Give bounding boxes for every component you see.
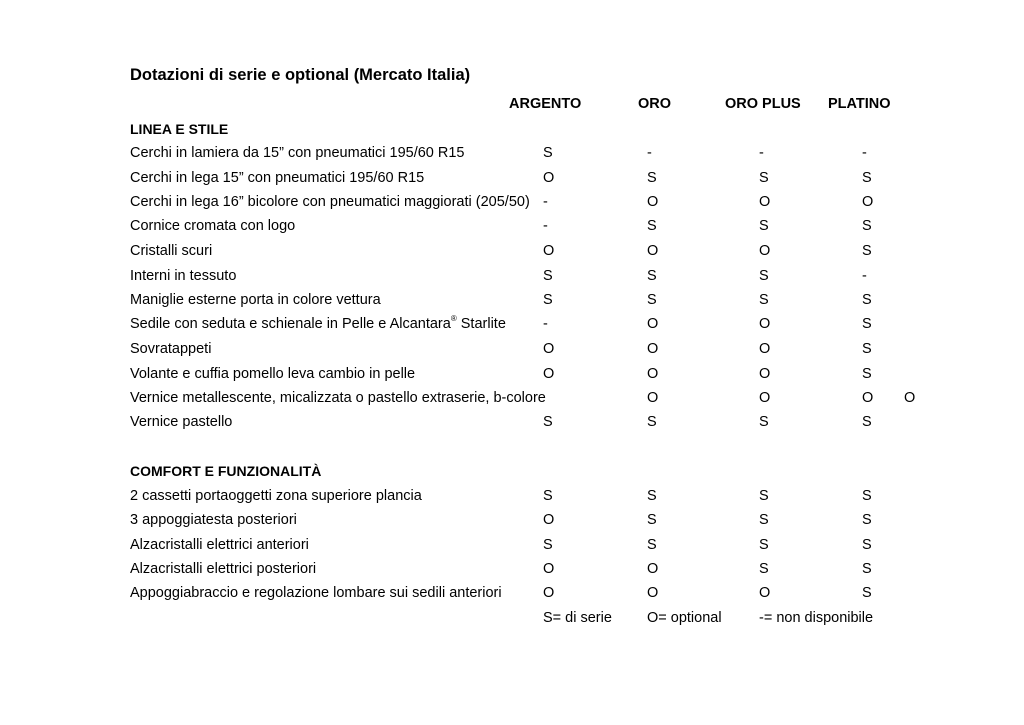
cell-platino: S [862,341,872,357]
column-header-argento: ARGENTO [509,96,582,112]
cell-platino: S [862,561,872,577]
row-label: Sovratappeti [130,341,212,357]
row-label: Alzacristalli elettrici anteriori [130,537,309,553]
cell-oro: S [647,170,657,186]
cell-oro: O [647,243,659,259]
cell-oro: - [647,145,652,161]
column-header-platino: PLATINO [828,96,891,112]
cell-argento: S [543,292,553,308]
cell-argento: O [543,512,555,528]
table-row [0,561,1024,581]
cell-oro: S [647,218,657,234]
row-label: Cerchi in lamiera da 15” con pneumatici 195/60 R15 [130,145,465,161]
row-label: Vernice pastello [130,414,233,430]
cell-oro-plus: S [759,561,769,577]
cell-argento: O [543,585,555,601]
cell-oro-plus: S [759,218,769,234]
legend-standard: S= di serie [543,610,612,626]
cell-oro-plus: S [759,292,769,308]
cell-platino: S [862,170,872,186]
cell-oro: S [647,488,657,504]
page-title: Dotazioni di serie e optional (Mercato Italia) [130,66,471,84]
row-label: Volante e cuffia pomello leva cambio in pelle [130,366,416,382]
row-label: Interni in tessuto [130,268,237,284]
cell-platino: S [862,537,872,553]
legend-optional: O= optional [647,610,722,626]
cell-oro-plus: S [759,537,769,553]
cell-oro: O [647,316,659,332]
legend-not-available: -= non disponibile [759,610,874,626]
cell-argento: O [543,366,555,382]
section-heading-linea-e-stile: LINEA E STILE [130,121,229,137]
table-row [0,512,1024,532]
cell-platino: S [862,218,872,234]
row-label-suffix: Starlite [456,316,506,332]
table-row [0,170,1024,190]
row-label: Cristalli scuri [130,243,213,259]
cell-oro-plus: S [759,170,769,186]
cell-argento: S [543,537,553,553]
cell-platino: O [862,194,874,210]
row-label: Appoggiabraccio e regolazione lombare sui sedili anteriori [130,585,502,601]
cell-argento: O [543,243,555,259]
cell-oro: S [647,292,657,308]
table-row [0,268,1024,288]
row-label: Maniglie esterne porta in colore vettura [130,292,381,308]
cell-platino: S [862,512,872,528]
cell-argento: - [543,218,548,234]
table-row [0,292,1024,312]
row-label: 3 appoggiatesta posteriori [130,512,297,528]
cell-oro-plus: O [759,243,771,259]
cell-argento: O [543,561,555,577]
table-row [0,488,1024,508]
column-header-oro-plus: ORO PLUS [725,96,801,112]
table-row [0,145,1024,165]
cell-oro: O [647,561,659,577]
cell-oro-plus: O [759,366,771,382]
cell-oro-plus: O [759,585,771,601]
cell-oro-plus: O [759,390,771,406]
table-row [0,218,1024,238]
row-label: Alzacristalli elettrici posteriori [130,561,317,577]
table-row [0,366,1024,386]
cell-platino: - [862,145,867,161]
cell-oro: S [647,512,657,528]
cell-oro: S [647,414,657,430]
cell-platino: S [862,585,872,601]
cell-argento: S [543,268,553,284]
cell-oro-plus: S [759,414,769,430]
cell-argento: O [543,341,555,357]
table-row [0,585,1024,605]
column-header-oro: ORO [638,96,672,112]
row-label-text: Sedile con seduta e schienale in Pelle e Alcantara [130,316,451,332]
table-row [0,341,1024,361]
cell-platino: S [862,488,872,504]
cell-argento: O [543,170,555,186]
row-label: Cerchi in lega 15” con pneumatici 195/60 R15 [130,170,425,186]
table-row [0,194,1024,214]
cell-argento: S [543,488,553,504]
cell-oro: O [647,390,659,406]
row-label [130,316,506,332]
row-label: 2 cassetti portaoggetti zona superiore plancia [130,488,422,504]
cell-argento: - [543,194,548,210]
cell-extra: O [904,390,916,406]
cell-platino: O [862,390,874,406]
cell-oro: O [647,194,659,210]
table-row [0,243,1024,263]
cell-platino: S [862,414,872,430]
cell-platino: S [862,292,872,308]
table-row [0,316,1024,336]
table-row [0,390,1024,410]
cell-oro-plus: S [759,488,769,504]
cell-oro: O [647,366,659,382]
cell-oro: S [647,537,657,553]
cell-platino: S [862,366,872,382]
row-label: Cerchi in lega 16” bicolore con pneumatici maggiorati (205/50) [130,194,530,210]
cell-oro-plus: S [759,512,769,528]
cell-argento: S [543,145,553,161]
table-row [0,414,1024,434]
cell-platino: - [862,268,867,284]
cell-argento: - [543,316,548,332]
cell-argento: S [543,414,553,430]
cell-platino: S [862,243,872,259]
cell-oro-plus: O [759,316,771,332]
table-row [0,537,1024,557]
section-heading-comfort-e-funzionalita: COMFORT E FUNZIONALITÀ [130,463,322,479]
row-label: Vernice metallescente, micalizzata o pastello extraserie, b-colore [130,390,546,406]
row-label: Cornice cromata con logo [130,218,296,234]
cell-oro-plus: O [759,194,771,210]
registered-mark: ® [450,314,457,323]
cell-oro-plus: O [759,341,771,357]
cell-platino: S [862,316,872,332]
cell-oro-plus: - [759,145,764,161]
cell-oro: O [647,341,659,357]
cell-oro: S [647,268,657,284]
cell-oro: O [647,585,659,601]
cell-oro-plus: S [759,268,769,284]
